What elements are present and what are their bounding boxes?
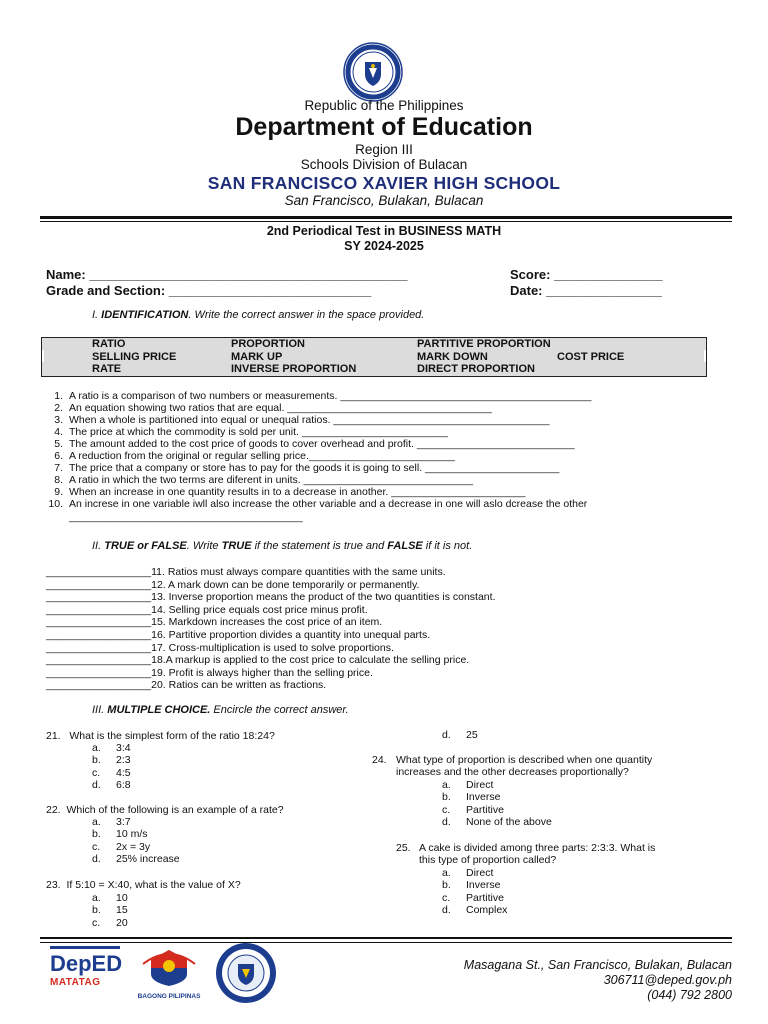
deped-matatag-logo bbox=[50, 946, 122, 1000]
division-text: Schools Division of Bulacan bbox=[300, 157, 468, 172]
list-item: __________________12. A mark down can be done temporarily or permanently. bbox=[46, 578, 420, 591]
choice-letter: a. bbox=[92, 816, 101, 828]
list-item: __________________18.A markup is applied to the cost price to calculate the selling price. bbox=[46, 654, 470, 667]
box-left-mark bbox=[42, 350, 44, 362]
item-text: An equation showing two ratios that are equal. ___________________________________ bbox=[69, 402, 492, 414]
list-item: __________________11. Ratios must always compare quantities with the same units. bbox=[46, 566, 446, 578]
word-bank-col3 bbox=[417, 338, 551, 376]
question-number: 22. bbox=[46, 804, 61, 816]
list-item: __________________14. Selling price equals cost price minus profit. bbox=[46, 603, 368, 616]
score-field[interactable]: Score: _______________ bbox=[510, 267, 663, 282]
box-right-mark bbox=[704, 350, 706, 362]
choice-letter: c. bbox=[92, 916, 101, 929]
part2-label: II. bbox=[92, 540, 105, 552]
question-number: 23. bbox=[46, 879, 61, 891]
list-item: 6. A reduction from the original or regular selling price._________________________ bbox=[54, 450, 455, 462]
item-text: An increse in one variable iwll also increase the other variable and a decrease in one will aslo dcrease the other bbox=[69, 498, 588, 510]
republic-text: Republic of the Philippines bbox=[304, 98, 464, 113]
list-item: 8. A ratio in which the two terms are diferent in units. _____________________________ bbox=[54, 474, 473, 486]
choice-letter: c. bbox=[442, 891, 451, 904]
choice-row[interactable] bbox=[442, 804, 552, 816]
choice-text: Partitive bbox=[466, 891, 504, 904]
deped-seal-logo bbox=[343, 42, 403, 102]
footer-phone: (044) 792 2800 bbox=[647, 988, 732, 1002]
choice-letter: b. bbox=[92, 828, 101, 841]
choice-row[interactable] bbox=[92, 779, 131, 791]
bagong-wordmark: BAGONG PILIPINAS bbox=[137, 993, 201, 1000]
part2-heading: TRUE or FALSE bbox=[104, 540, 187, 552]
list-item: 4. The price at which the commodity is sold per unit. _________________________ bbox=[54, 426, 448, 438]
part2-text: . Write bbox=[186, 540, 222, 552]
question-23 bbox=[46, 879, 241, 891]
part3-label: III. bbox=[92, 704, 108, 716]
choice-letter: b. bbox=[442, 879, 451, 892]
item-text: The amount added to the cost price of goods to cover overhead and profit. ___________________________ bbox=[69, 438, 575, 450]
choice-text: 6:8 bbox=[116, 779, 131, 792]
question-24 bbox=[372, 754, 652, 779]
list-item: 1. A ratio is a comparison of two numbers or measurements. ___________________________________________ bbox=[54, 390, 592, 402]
choice-letter: a. bbox=[442, 867, 451, 879]
list-item: __________________20. Ratios can be written as fractions. bbox=[46, 679, 327, 692]
word-bank-item: RATE bbox=[92, 363, 122, 375]
choice-row[interactable] bbox=[92, 917, 128, 929]
choice-letter: b. bbox=[92, 904, 101, 917]
list-item: __________________17. Cross-multiplication is used to solve proportions. bbox=[46, 641, 394, 654]
choice-letter: a. bbox=[92, 742, 101, 754]
date-field[interactable]: Date: ________________ bbox=[510, 283, 662, 298]
test-title-block bbox=[0, 224, 768, 254]
header-divider bbox=[40, 216, 732, 219]
word-bank-item: RATIO bbox=[92, 338, 126, 350]
question-text: increases and the other decreases proportionally? bbox=[396, 766, 629, 779]
grade-section-field[interactable]: Grade and Section: ____________________________ bbox=[46, 283, 372, 298]
choice-row[interactable] bbox=[442, 904, 507, 916]
choice-text: 25 bbox=[466, 729, 478, 741]
test-title: 2nd Periodical Test in BUSINESS MATH bbox=[266, 224, 502, 238]
part1-heading: IDENTIFICATION bbox=[101, 309, 189, 321]
question-number: 24. bbox=[372, 754, 387, 766]
choice-row[interactable] bbox=[442, 779, 552, 791]
true-false-list bbox=[46, 566, 495, 692]
choice-text: 10 m/s bbox=[116, 828, 148, 841]
choices-25 bbox=[442, 867, 507, 917]
choice-row[interactable] bbox=[92, 742, 131, 754]
choice-letter: d. bbox=[442, 816, 451, 829]
choices-22 bbox=[92, 816, 180, 866]
deped-wordmark: DepED bbox=[50, 951, 123, 976]
choice-text: Partitive bbox=[466, 803, 504, 816]
choice-row[interactable] bbox=[442, 791, 552, 803]
choice-letter: b. bbox=[92, 754, 101, 767]
choices-21 bbox=[92, 742, 131, 792]
choice-letter: c. bbox=[92, 766, 101, 779]
word-bank-item: MARK UP bbox=[231, 350, 283, 363]
word-bank-item: COST PRICE bbox=[557, 350, 625, 363]
part1-label: I. bbox=[92, 309, 102, 321]
word-bank-item: INVERSE PROPORTION bbox=[231, 363, 357, 375]
choice-text: Inverse bbox=[466, 879, 501, 892]
item-text: The price at which the commodity is sold per unit. _________________________ bbox=[69, 426, 448, 438]
true-word: TRUE bbox=[221, 540, 252, 552]
question-text: What type of proportion is described when one quantity bbox=[396, 754, 653, 766]
item-text: A reduction from the original or regular selling price._________________________ bbox=[69, 450, 455, 462]
school-address: San Francisco, Bulakan, Bulacan bbox=[284, 193, 484, 208]
part3-text: Encircle the correct answer. bbox=[210, 704, 349, 716]
choices-23 bbox=[92, 892, 128, 929]
choice-text: 2x = 3y bbox=[116, 840, 151, 853]
question-text: Which of the following is an example of a rate? bbox=[66, 804, 284, 816]
school-year: SY 2024-2025 bbox=[344, 239, 424, 253]
choice-row[interactable] bbox=[92, 853, 180, 865]
choice-row[interactable] bbox=[92, 904, 128, 916]
choice-row[interactable] bbox=[92, 828, 180, 840]
word-bank-item: SELLING PRICE bbox=[92, 350, 177, 363]
matatag-wordmark: MATATAG bbox=[50, 977, 101, 988]
item-text: When an increase in one quantity results in to a decrease in another. _______________________ bbox=[69, 486, 526, 498]
word-bank-col1 bbox=[92, 338, 176, 376]
choice-letter: d. bbox=[92, 853, 101, 866]
choice-text: Inverse bbox=[466, 791, 501, 804]
choice-text: 2:3 bbox=[116, 754, 131, 767]
word-bank-item: DIRECT PROPORTION bbox=[417, 363, 535, 375]
choice-text: Complex bbox=[466, 904, 508, 917]
school-seal-logo bbox=[213, 942, 279, 1004]
footer-contact bbox=[464, 958, 732, 1003]
bagong-pilipinas-emblem bbox=[133, 944, 205, 988]
question-text: What is the simplest form of the ratio 18:24? bbox=[69, 730, 275, 742]
item-text: The price that a company or store has to pay for the goods it is going to sell. _______________________ bbox=[69, 462, 560, 474]
choice-text: 3:4 bbox=[116, 742, 131, 754]
choice-letter: a. bbox=[442, 779, 451, 791]
choice-letter: a. bbox=[92, 892, 101, 904]
item-text: When a whole is partitioned into equal or unequal ratios. _____________________________________ bbox=[69, 414, 550, 426]
list-item: __________________15. Markdown increases the cost price of an item. bbox=[46, 616, 383, 629]
choice-text: Direct bbox=[466, 867, 494, 879]
choice-letter: d. bbox=[442, 904, 451, 917]
choice-letter: c. bbox=[442, 803, 451, 816]
choice-row[interactable] bbox=[442, 816, 552, 828]
question-number: 25. bbox=[396, 842, 411, 854]
choice-text: 15 bbox=[116, 904, 128, 917]
word-bank-item: PROPORTION bbox=[231, 338, 305, 350]
school-name: SAN FRANCISCO XAVIER HIGH SCHOOL bbox=[207, 173, 561, 193]
choice-text: 4:5 bbox=[116, 766, 131, 779]
choice-row[interactable] bbox=[442, 879, 507, 891]
choice-row[interactable] bbox=[92, 816, 180, 828]
choice-text: None of the above bbox=[466, 816, 552, 829]
question-25 bbox=[396, 842, 655, 867]
choice-letter: d. bbox=[92, 779, 101, 792]
choice-text: 20 bbox=[116, 916, 128, 929]
choice-row[interactable] bbox=[442, 729, 478, 741]
question-text: If 5:10 = X:40, what is the value of X? bbox=[66, 879, 241, 891]
false-word: FALSE bbox=[387, 540, 423, 552]
footer-divider bbox=[40, 937, 732, 939]
list-item: __________________13. Inverse proportion means the product of the two quantities is constant. bbox=[46, 591, 496, 604]
part3-heading: MULTIPLE CHOICE. bbox=[107, 704, 211, 716]
choice-text: 10 bbox=[116, 892, 128, 904]
part2-instruction bbox=[92, 540, 472, 552]
header-divider-thin bbox=[40, 221, 732, 222]
bagong-pilipinas-logo bbox=[133, 944, 205, 1000]
choice-letter: d. bbox=[442, 729, 451, 741]
list-item: 5. The amount added to the cost price of goods to cover overhead and profit. ___________________________ bbox=[54, 438, 575, 450]
item-text: A ratio in which the two terms are diferent in units. _____________________________ bbox=[69, 474, 473, 486]
question-number: 21. bbox=[46, 730, 61, 742]
choice-row[interactable] bbox=[92, 892, 128, 904]
choice-text: Direct bbox=[466, 779, 494, 791]
choice-row[interactable] bbox=[92, 754, 131, 766]
item10-answer-line: ________________________________________ bbox=[69, 511, 303, 523]
word-bank-col2 bbox=[231, 338, 356, 376]
part2-text: if it is not. bbox=[422, 540, 473, 552]
question-21 bbox=[46, 730, 275, 742]
part1-instruction bbox=[92, 309, 424, 321]
choice-letter: b. bbox=[442, 791, 451, 804]
list-item: __________________16. Partitive proportion divides a quantity into unequal parts. bbox=[46, 628, 431, 641]
choice-row[interactable] bbox=[92, 767, 131, 779]
footer-address: Masagana St., San Francisco, Bulakan, Bulacan bbox=[463, 958, 732, 972]
list-item: 10. An increse in one variable iwll also increase the other variable and a decrease in one will aslo dcrease the other bbox=[48, 498, 588, 510]
word-bank-item: PARTITIVE PROPORTION bbox=[417, 338, 551, 350]
footer-email[interactable]: 306711@deped.gov.ph bbox=[603, 973, 732, 987]
part2-text: if the statement is true and bbox=[251, 540, 388, 552]
footer-divider-thin bbox=[40, 942, 732, 943]
item-text: A ratio is a comparison of two numbers or measurements. ___________________________________________ bbox=[69, 390, 592, 402]
question-text: this type of proportion called? bbox=[419, 854, 557, 867]
logo-stripe bbox=[50, 946, 120, 949]
choice-text: 3:7 bbox=[116, 816, 131, 828]
name-field[interactable]: Name: ____________________________________________ bbox=[46, 267, 408, 282]
choice-letter: c. bbox=[92, 840, 101, 853]
choice-row[interactable] bbox=[442, 867, 507, 879]
region-text: Region III bbox=[355, 142, 413, 157]
choices-24 bbox=[442, 779, 552, 829]
identification-list bbox=[48, 390, 592, 523]
choice-row[interactable] bbox=[442, 892, 507, 904]
part3-instruction bbox=[92, 704, 349, 716]
department-title: Department of Education bbox=[235, 113, 533, 141]
question-22 bbox=[46, 804, 284, 816]
question-text: A cake is divided among three parts: 2:3:3. What is bbox=[419, 842, 656, 854]
list-item: 7. The price that a company or store has to pay for the goods it is going to sell. _______________________ bbox=[54, 462, 560, 474]
list-item: 2. An equation showing two ratios that are equal. ___________________________________ bbox=[54, 402, 492, 414]
choice-row[interactable] bbox=[92, 841, 180, 853]
part1-text: . Write the correct answer in the space provided. bbox=[188, 309, 425, 321]
choice-text: 25% increase bbox=[116, 853, 180, 866]
list-item: 9. When an increase in one quantity results in to a decrease in another. _______________________ bbox=[54, 486, 526, 498]
list-item: 3. When a whole is partitioned into equal or unequal ratios. _____________________________________ bbox=[54, 414, 550, 426]
word-bank-item: MARK DOWN bbox=[417, 350, 488, 363]
list-item: __________________19. Profit is always higher than the selling price. bbox=[46, 666, 373, 679]
